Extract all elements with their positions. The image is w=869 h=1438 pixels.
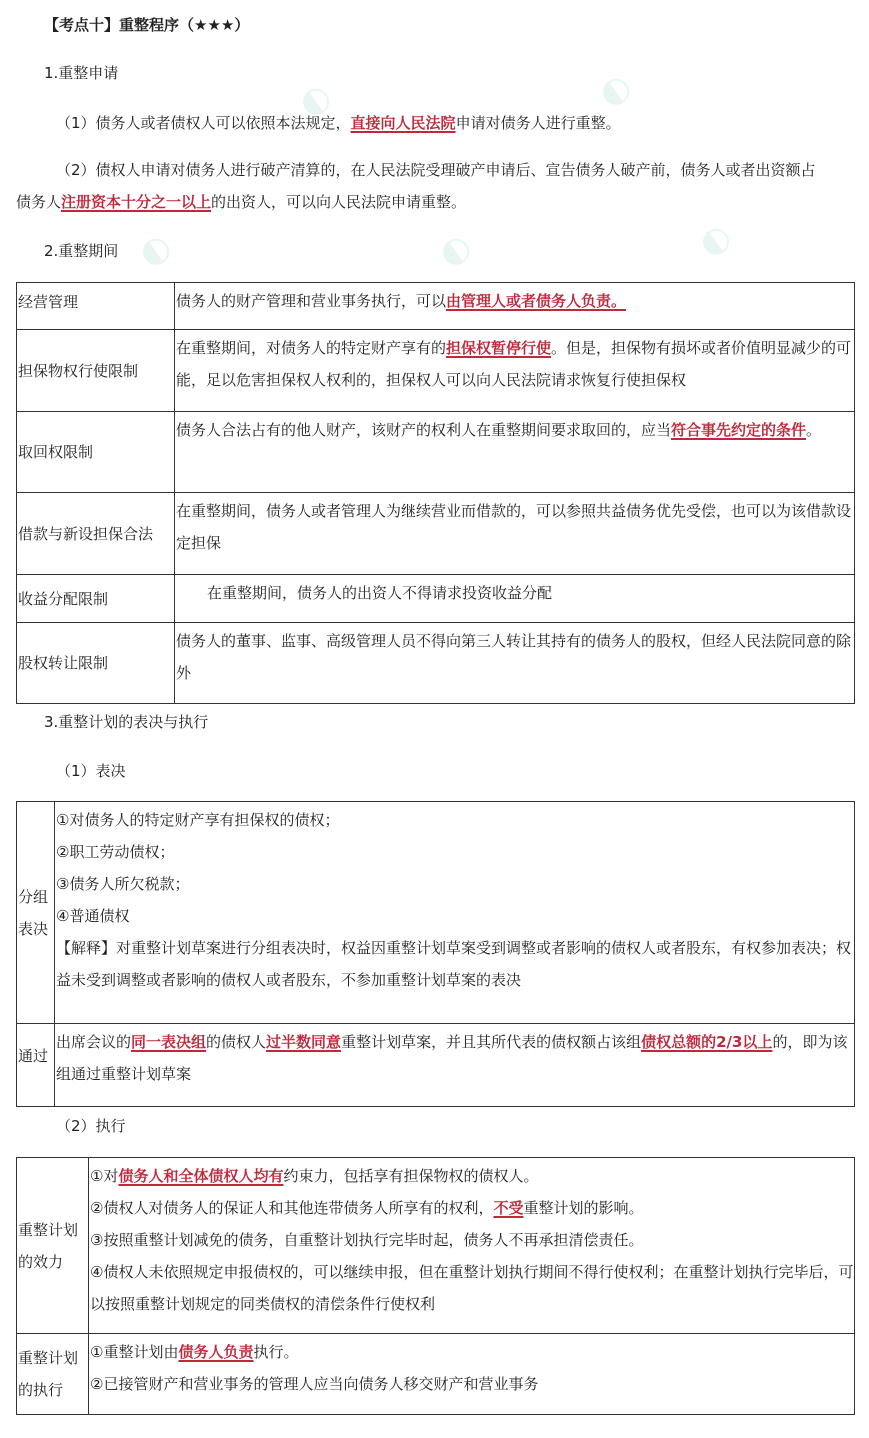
row-label: 收益分配限制: [17, 575, 175, 623]
execute-content: ①重整计划由债务人负责执行。 ②已接管财产和营业事务的管理人应当向债务人移交财产和营业事务: [89, 1334, 855, 1415]
pass-label: 通过: [17, 1024, 55, 1107]
watermark: ◐: [131, 225, 179, 275]
execute-table: [16, 1157, 855, 1415]
sub-heading: （1）表决: [56, 762, 126, 780]
execute-label: 重整计划 的执行: [17, 1334, 89, 1415]
group-vote-label: 分组 表决: [17, 802, 55, 1024]
row-label: 经营管理: [17, 283, 175, 330]
reorganization-period-table: [16, 282, 855, 704]
effect-label: 重整计划 的效力: [17, 1158, 89, 1334]
watermark: ◐: [431, 225, 479, 275]
group-vote-content: ①对债务人的特定财产享有担保权的债权； ②职工劳动债权； ③债务人所欠税款； ④普通债权 【解释】对重整计划草案进行分组表决时，权益因重整计划草案受到调整或者影响的债权人或者股东，有权参加表决；权益未受到调整或者影响的债权人或者股东，不参加重整计划草案的表决: [55, 802, 855, 1024]
row-content: 债务人合法占有的他人财产，该财产的权利人在重整期间要求取回的，应当符合事先约定的条件。: [175, 412, 855, 493]
row-content: 债务人的财产管理和营业事务执行，可以由管理人或者债务人负责。: [175, 283, 855, 330]
section-heading: 2.重整期间: [44, 242, 119, 260]
section-heading: 1.重整申请: [44, 64, 119, 82]
section-heading: 3.重整计划的表决与执行: [44, 713, 209, 731]
page-title: 【考点十】重整程序（★★★）: [44, 16, 250, 34]
row-label: 取回权限制: [17, 412, 175, 493]
row-label: 股权转让限制: [17, 623, 175, 704]
watermark: ◐: [291, 75, 339, 125]
row-content: 债务人的董事、监事、高级管理人员不得向第三人转让其持有的债务人的股权，但经人民法院同意的除外: [175, 623, 855, 704]
row-content: 在重整期间，债务人或者管理人为继续营业而借款的，可以参照共益债务优先受偿，也可以为该借款设定担保: [175, 493, 855, 575]
row-content: 在重整期间，对债务人的特定财产享有的担保权暂停行使。但是，担保物有损坏或者价值明显减少的可能，足以危害担保权人权利的，担保权人可以向人民法院请求恢复行使担保权: [175, 330, 855, 412]
watermark: ◐: [591, 65, 639, 115]
pass-content: 出席会议的同一表决组的债权人过半数同意重整计划草案，并且其所代表的债权额占该组债权总额的2/3以上的，即为该组通过重整计划草案: [55, 1024, 855, 1107]
paragraph: （2）债权人申请对债务人进行破产清算的，在人民法院受理破产申请后、宣告债务人破产前，债务人或者出资额占: [56, 161, 816, 179]
paragraph: （1）债务人或者债权人可以依照本法规定，直接向人民法院申请对债务人进行重整。: [56, 114, 621, 132]
row-label: 担保物权行使限制: [17, 330, 175, 412]
paragraph: 债务人注册资本十分之一以上的出资人，可以向人民法院申请重整。: [16, 193, 467, 211]
effect-content: ①对债务人和全体债权人均有约束力，包括享有担保物权的债权人。 ②债权人对债务人的保证人和其他连带债务人所享有的权利，不受重整计划的影响。 ③按照重整计划减免的债务，自重整计划执行完毕时起，债务人不再承担清偿责任。 ④债权人未依照规定申报债权的，可以继续申报，但在重整计划执行期间不得行使权利；在重整计划执行完毕后，可以按照重整计划规定的同类债权的清偿条件行使权利: [89, 1158, 855, 1334]
row-label: 借款与新设担保合法: [17, 493, 175, 575]
vote-table: [16, 801, 855, 1107]
sub-heading: （2）执行: [56, 1117, 126, 1135]
watermark: ◐: [691, 215, 739, 265]
row-content: 在重整期间，债务人的出资人不得请求投资收益分配: [175, 575, 855, 623]
